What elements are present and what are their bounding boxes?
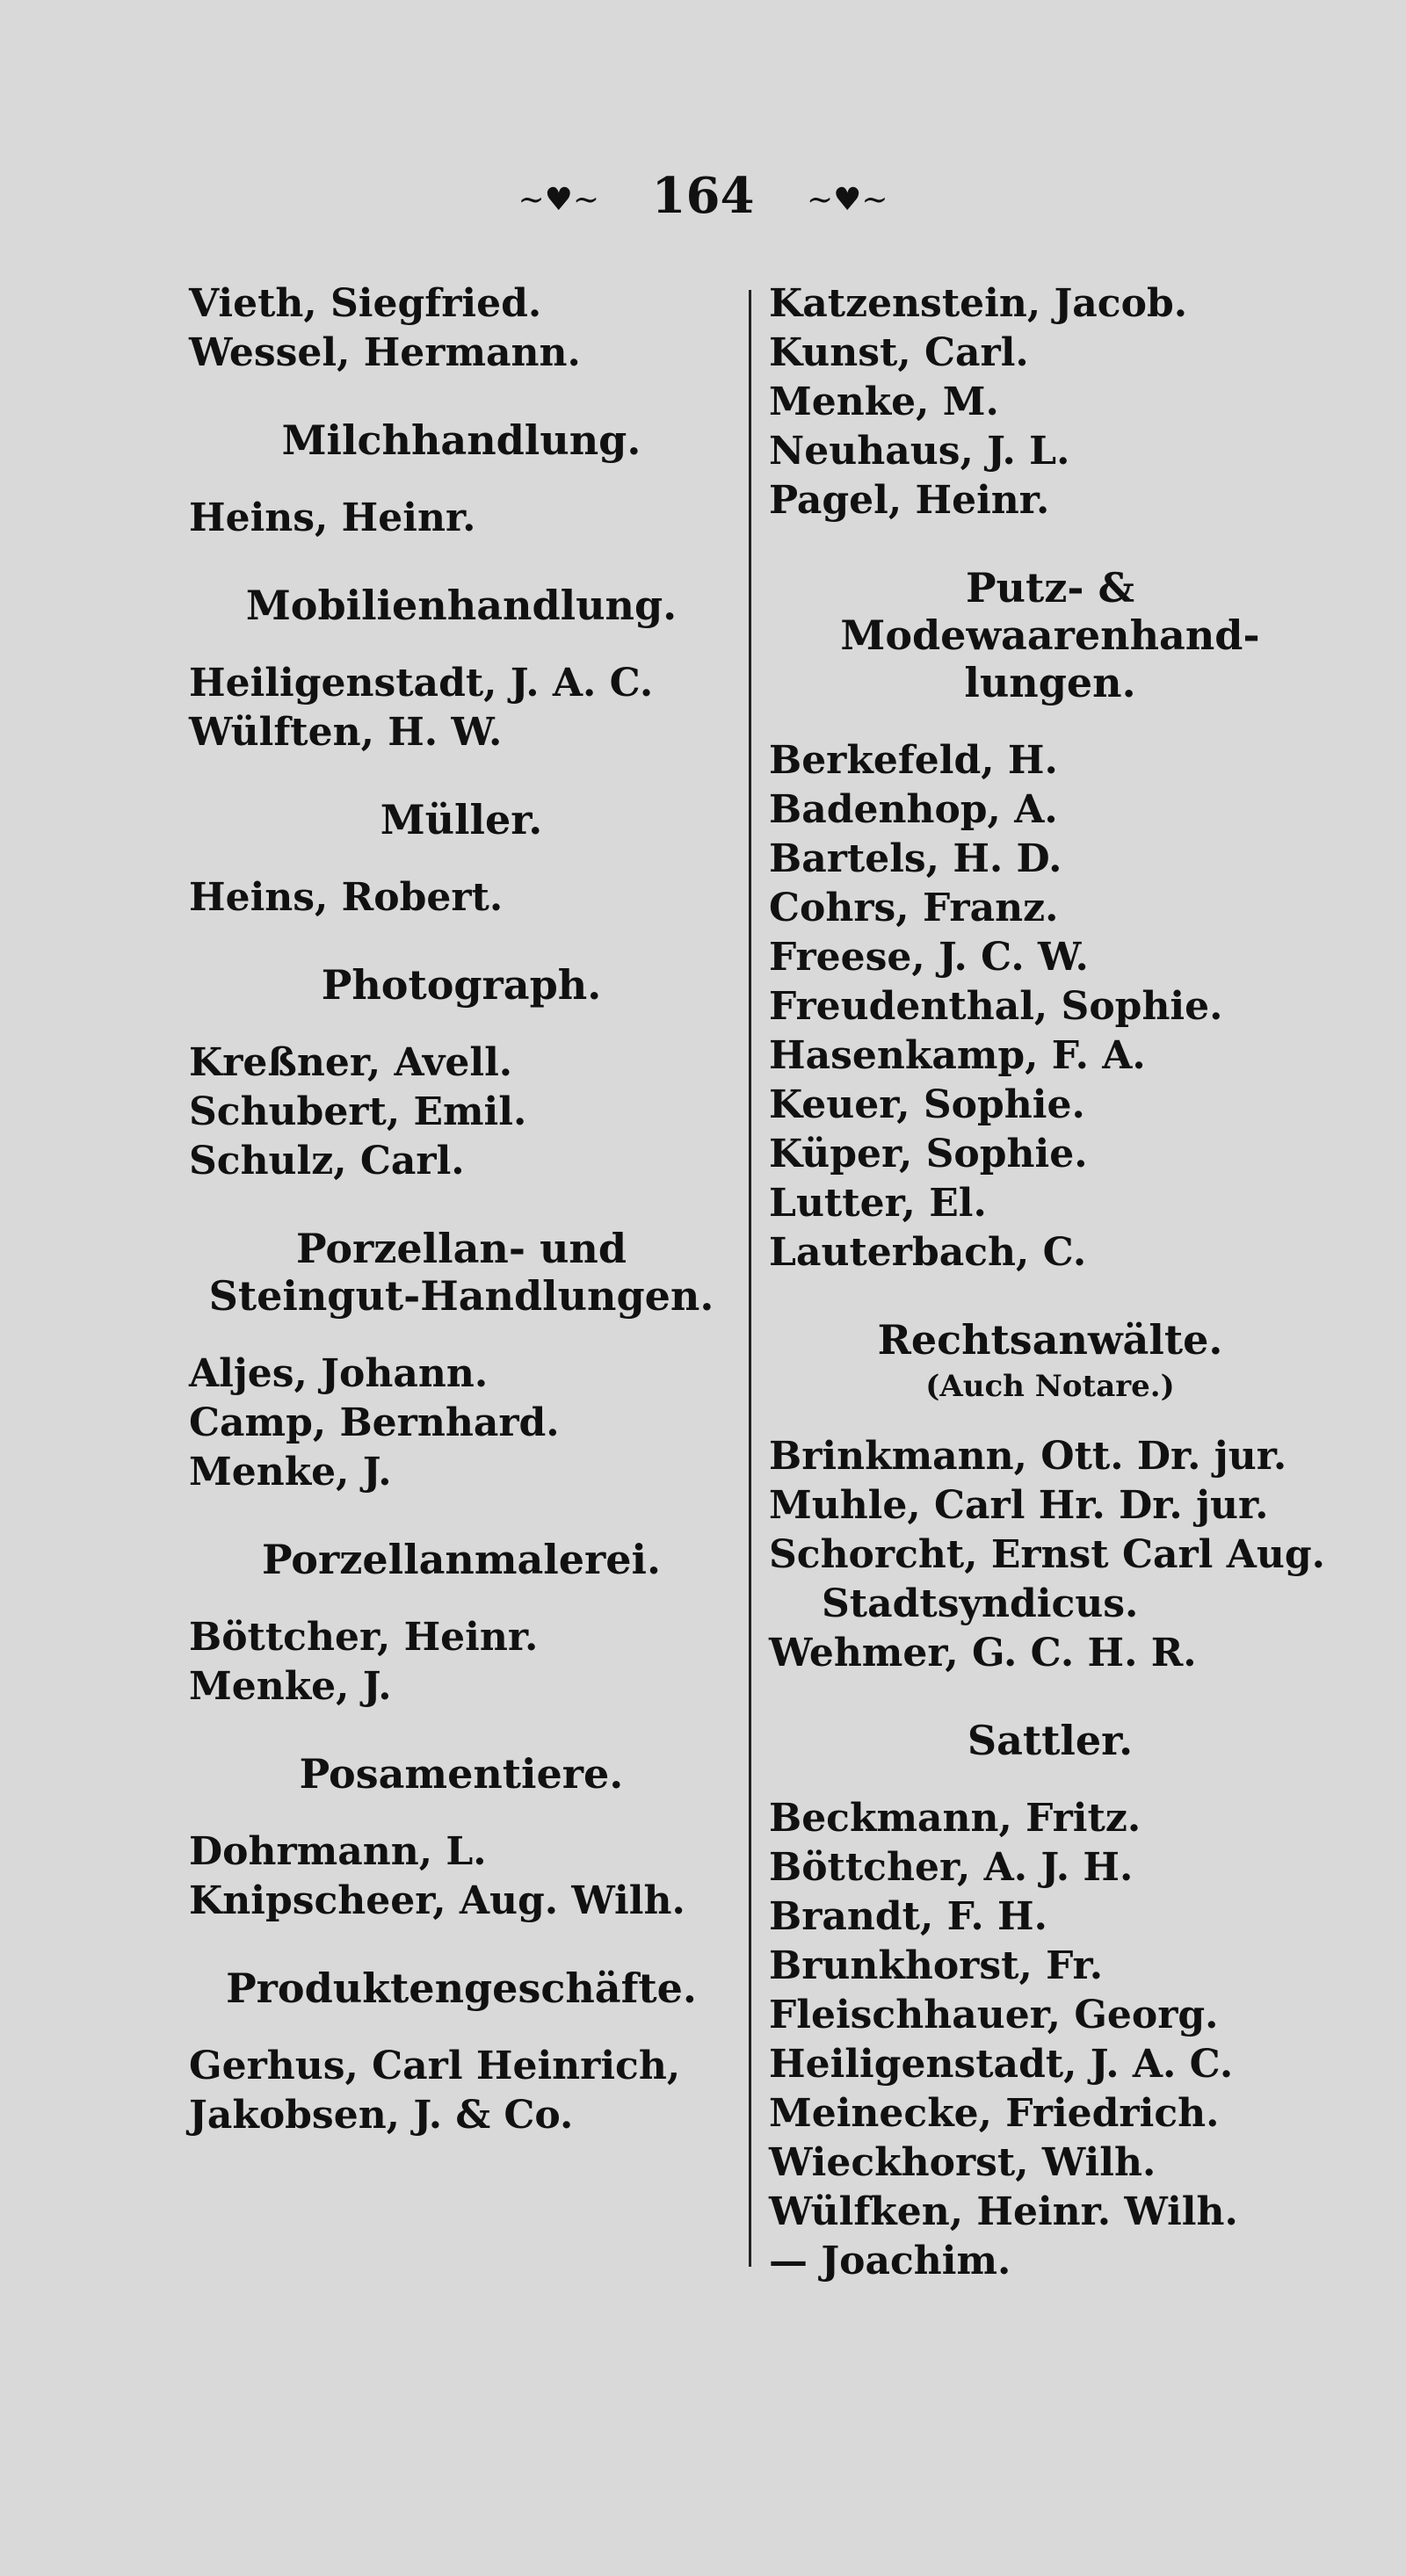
list-item: Cohrs, Franz. [769,886,1059,930]
list-item: Hasenkamp, F. A. [769,1033,1146,1078]
section-heading: Posamentiere. [299,1750,624,1798]
list-item: Katzenstein, Jacob. [769,281,1188,326]
section-heading: Porzellan- und Steingut-Handlungen. [208,1225,714,1320]
section-heading: Mobilienhandlung. [245,582,678,629]
list-item: Schorcht, Ernst Carl Aug. [769,1532,1325,1577]
list-item: Neuhaus, J. L. [769,429,1070,474]
right-column [769,279,1331,2286]
list-item: Wülfken, Heinr. Wilh. [769,2189,1238,2234]
list-item: Aljes, Johann. [189,1351,489,1396]
page-header [0,167,1406,225]
list-item: Freudenthal, Sophie. [769,984,1223,1029]
list-item: Böttcher, A. J. H. [769,1845,1134,1890]
list-item: Kreßner, Avell. [189,1040,513,1085]
column-divider [749,290,751,2267]
list-item: Berkefeld, H. [769,738,1058,783]
list-item: Keuer, Sophie. [769,1082,1085,1127]
list-item: Badenhop, A. [769,787,1058,832]
list-item: Jakobsen, J. & Co. [189,2093,574,2138]
list-item: Dohrmann, L. [189,1829,487,1874]
section-heading: Putz- & Modewaarenhand-lungen. [840,564,1260,706]
list-item: Lauterbach, C. [769,1230,1087,1275]
left-column [189,279,734,2140]
list-item: Menke, J. [189,1664,392,1709]
list-item: Bartels, H. D. [769,836,1062,881]
section-heading: Photograph. [321,961,602,1009]
list-item: Wülften, H. W. [189,710,503,755]
section-heading: Milchhandlung. [281,416,641,464]
list-item: Brunkhorst, Fr. [769,1943,1104,1988]
list-item: Heiligenstadt, J. A. C. [189,661,654,706]
list-item: Heins, Robert. [189,875,504,920]
list-item: Camp, Bernhard. [189,1400,560,1445]
list-item: Gerhus, Carl Heinrich, [189,2044,681,2088]
list-item: Schulz, Carl. [189,1139,465,1183]
list-item: Brinkmann, Ott. Dr. jur. [769,1434,1287,1479]
list-item: Vieth, Siegfried. [189,281,542,326]
list-item: Heiligenstadt, J. A. C. [769,2042,1234,2087]
list-item: Pagel, Heinr. [769,478,1050,523]
page-number: 164 [651,167,755,225]
list-item: Heins, Heinr. [189,496,476,540]
list-item: Stadtsyndicus. [822,1581,1139,1626]
list-item: Wieckhorst, Wilh. [769,2140,1156,2185]
list-item: Menke, J. [189,1450,392,1494]
list-item: Küper, Sophie. [769,1132,1088,1176]
list-item: Meinecke, Friedrich. [769,2091,1220,2136]
list-item: Menke, M. [769,380,999,424]
section-heading: Sattler. [967,1717,1134,1764]
list-item: Böttcher, Heinr. [189,1615,539,1660]
section-subheading: (Auch Notare.) [925,1369,1175,1404]
list-item: — Joachim. [769,2239,1011,2283]
list-item: Muhle, Carl Hr. Dr. jur. [769,1483,1269,1528]
list-item: Kunst, Carl. [769,330,1029,375]
list-item: Freese, J. C. W. [769,935,1089,980]
ornament-left-icon: ~♥~ [518,181,600,218]
list-item: Lutter, El. [769,1181,987,1226]
list-item: Knipscheer, Aug. Wilh. [189,1878,685,1923]
list-item: Beckmann, Fritz. [769,1796,1141,1841]
list-item: Fleischhauer, Georg. [769,1993,1219,2037]
list-item: Wehmer, G. C. H. R. [769,1631,1197,1675]
list-item: Wessel, Hermann. [189,330,581,375]
section-heading: Porzellanmalerei. [261,1536,662,1583]
section-heading: Produktengeschäfte. [226,1965,697,2012]
section-heading: Müller. [380,796,543,843]
section-heading: Rechtsanwälte. [877,1316,1223,1364]
list-item: Schubert, Emil. [189,1089,527,1134]
ornament-right-icon: ~♥~ [806,181,888,218]
list-item: Brandt, F. H. [769,1894,1047,1939]
